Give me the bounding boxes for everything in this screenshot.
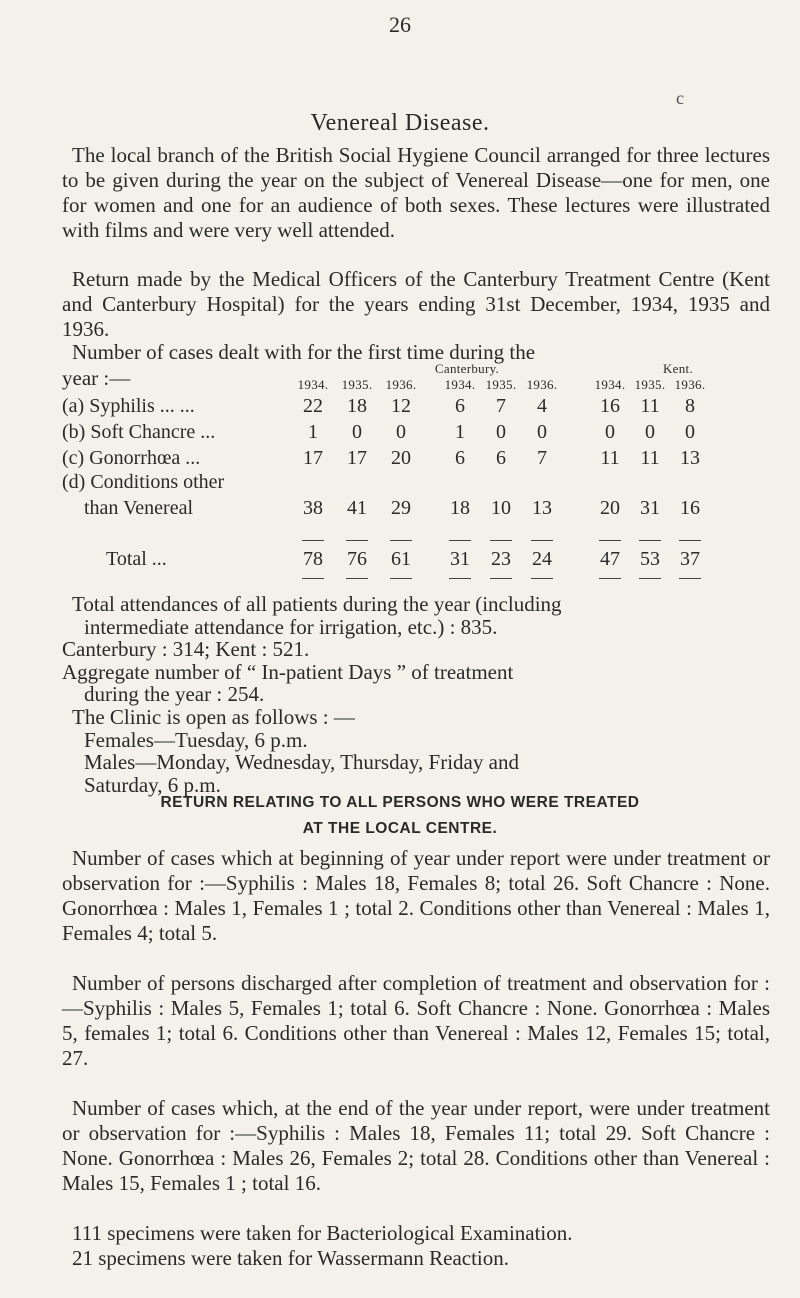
total-cell: 37	[680, 548, 700, 570]
year-header: 1936.	[385, 377, 417, 392]
total-cell: 76	[347, 548, 367, 570]
paragraph-end-of-year: Number of cases which, at the end of the year under report, were under treatment or observation for :—Syphilis : Males 18, Females 11; total 29. Soft Chancre : None. Gonorrhœa : Males 26, Females 2; total 28. Conditions other than Venereal : Males 15, Females 1 ; total 16.	[62, 1096, 770, 1195]
year-header: 1936.	[526, 377, 558, 392]
attendance-line: Aggregate number of “ In-patient Days ” of treatment	[62, 659, 514, 684]
total-cell: 47	[600, 548, 620, 570]
table-cell: 18	[347, 395, 367, 417]
group-label-canterbury: Canterbury.	[434, 361, 500, 376]
page-number: 26	[389, 12, 411, 37]
rule-dash	[679, 578, 701, 579]
rule-dash	[679, 540, 701, 541]
total-cell: 78	[303, 548, 323, 570]
table-cell: 11	[600, 447, 620, 469]
attendance-line: Saturday, 6 p.m.	[84, 772, 221, 797]
year-label: year :—	[62, 366, 131, 390]
table-cell: 16	[600, 395, 620, 417]
table-cell: 10	[491, 497, 511, 519]
table-cell: 13	[680, 447, 700, 469]
total-cell: 23	[491, 548, 511, 570]
table-cell: 7	[496, 395, 506, 417]
table-cell: 31	[640, 497, 660, 519]
table-cell: 6	[496, 447, 506, 469]
table-cell: 20	[391, 447, 411, 469]
year-header: 1936.	[674, 377, 706, 392]
section-heading-line1: RETURN RELATING TO ALL PERSONS WHO WERE TREATED	[160, 794, 640, 811]
table-caption: Number of cases dealt with for the first time during the	[72, 340, 536, 364]
table-cell: 17	[303, 447, 323, 469]
attendance-line: The Clinic is open as follows : —	[72, 705, 355, 729]
table-cell: 38	[303, 497, 323, 519]
table-cell: 7	[537, 447, 547, 469]
paragraph-beginning-of-year: Number of cases which at beginning of year under report were under treatment or observation for :—Syphilis : Males 18, Females 8; total 26. Soft Chancre : None. Gonorrhœa : Males 1, Females 1 ; total 2. Conditions other than Venereal : Males 1, Females 4; total 5.	[62, 846, 770, 945]
table-row-label: (d) Conditions other	[62, 471, 225, 493]
table-cell: 0	[496, 421, 506, 443]
year-header: 1934.	[297, 377, 329, 392]
rule-dash	[302, 578, 324, 579]
rule-dash	[449, 578, 471, 579]
table-cell: 8	[685, 395, 695, 417]
rule-dash	[490, 540, 512, 541]
total-cell: 53	[640, 548, 660, 570]
table-cell: 6	[455, 447, 465, 469]
group-label-kent: Kent.	[662, 361, 694, 376]
table-cell: 13	[532, 497, 552, 519]
year-header: 1934.	[444, 377, 476, 392]
table-row-label: than Venereal	[84, 497, 194, 519]
table-cell: 0	[605, 421, 615, 443]
attendance-line: Females—Tuesday, 6 p.m.	[84, 727, 308, 752]
attendance-line: intermediate attendance for irrigation, etc.) : 835.	[84, 614, 498, 639]
table-cell: 4	[537, 395, 547, 417]
corner-mark: c	[676, 88, 684, 108]
table-cell: 29	[391, 497, 411, 519]
table-cell: 0	[537, 421, 547, 443]
rule-dash	[390, 540, 412, 541]
table-row-label: (c) Gonorrhœa ...	[62, 447, 201, 469]
table-cell: 0	[396, 421, 406, 443]
table-cell: 18	[450, 497, 470, 519]
year-header: 1935.	[485, 377, 517, 392]
table-cell: 11	[640, 447, 660, 469]
rule-dash	[599, 540, 621, 541]
rule-dash	[599, 578, 621, 579]
attendance-line: during the year : 254.	[84, 682, 265, 707]
table-cell: 22	[303, 395, 323, 417]
paragraph-discharged: Number of persons discharged after completion of treatment and observation for :—Syphilis : Males 5, Females 1; total 6. Soft Chancre : None. Gonorrhœa : Males 5, females 1; total 6. Conditions other than Venereal : Males 12, Females 15; total, 27.	[62, 971, 770, 1070]
year-header: 1934.	[594, 377, 626, 392]
table-cell: 1	[308, 421, 318, 443]
rule-dash	[302, 540, 324, 541]
rule-dash	[639, 578, 661, 579]
page-title: Venereal Disease.	[310, 110, 490, 136]
specimens-bacteriological: 111 specimens were taken for Bacteriological Examination.	[72, 1221, 573, 1245]
year-header: 1935.	[634, 377, 666, 392]
rule-dash	[390, 578, 412, 579]
attendance-line: Total attendances of all patients during the year (including	[72, 592, 562, 616]
table-cell: 17	[347, 447, 367, 469]
rule-dash	[639, 540, 661, 541]
table-cell: 0	[685, 421, 695, 443]
rule-dash	[531, 578, 553, 579]
total-cell: 31	[450, 548, 470, 570]
table-cell: 12	[391, 395, 411, 417]
total-row-label: Total ...	[106, 548, 167, 570]
table-cell: 41	[347, 497, 367, 519]
table-cell: 0	[352, 421, 362, 443]
year-header: 1935.	[341, 377, 373, 392]
total-cell: 24	[532, 548, 552, 570]
specimens-wassermann: 21 specimens were taken for Wassermann Reaction.	[72, 1246, 510, 1270]
intro-paragraph: The local branch of the British Social Hygiene Council arranged for three lectures to be given during the year on the subject of Venereal Disease—one for men, one for women and one for an audience of both sexes. These lectures were illustrated with films and were very well attended.	[62, 143, 770, 242]
attendance-line: Males—Monday, Wednesday, Thursday, Friday and	[84, 750, 519, 775]
rule-dash	[449, 540, 471, 541]
rule-dash	[531, 540, 553, 541]
table-cell: 6	[455, 395, 465, 417]
attendance-line: Canterbury : 314; Kent : 521.	[62, 637, 310, 662]
table-cell: 16	[680, 497, 700, 519]
table-cell: 20	[600, 497, 620, 519]
table-cell: 11	[640, 395, 660, 417]
rule-dash	[346, 578, 368, 579]
table-cell: 1	[455, 421, 465, 443]
rule-dash	[490, 578, 512, 579]
table-cell: 0	[645, 421, 655, 443]
table-row-label: (b) Soft Chancre ...	[62, 421, 216, 443]
total-cell: 61	[391, 548, 411, 570]
section-heading-line2: AT THE LOCAL CENTRE.	[302, 820, 498, 837]
return-paragraph: Return made by the Medical Officers of the Canterbury Treatment Centre (Kent and Canterbury Hospital) for the years ending 31st December, 1934, 1935 and 1936.	[62, 267, 770, 341]
rule-dash	[346, 540, 368, 541]
table-row-label: (a) Syphilis ... ...	[62, 395, 195, 417]
